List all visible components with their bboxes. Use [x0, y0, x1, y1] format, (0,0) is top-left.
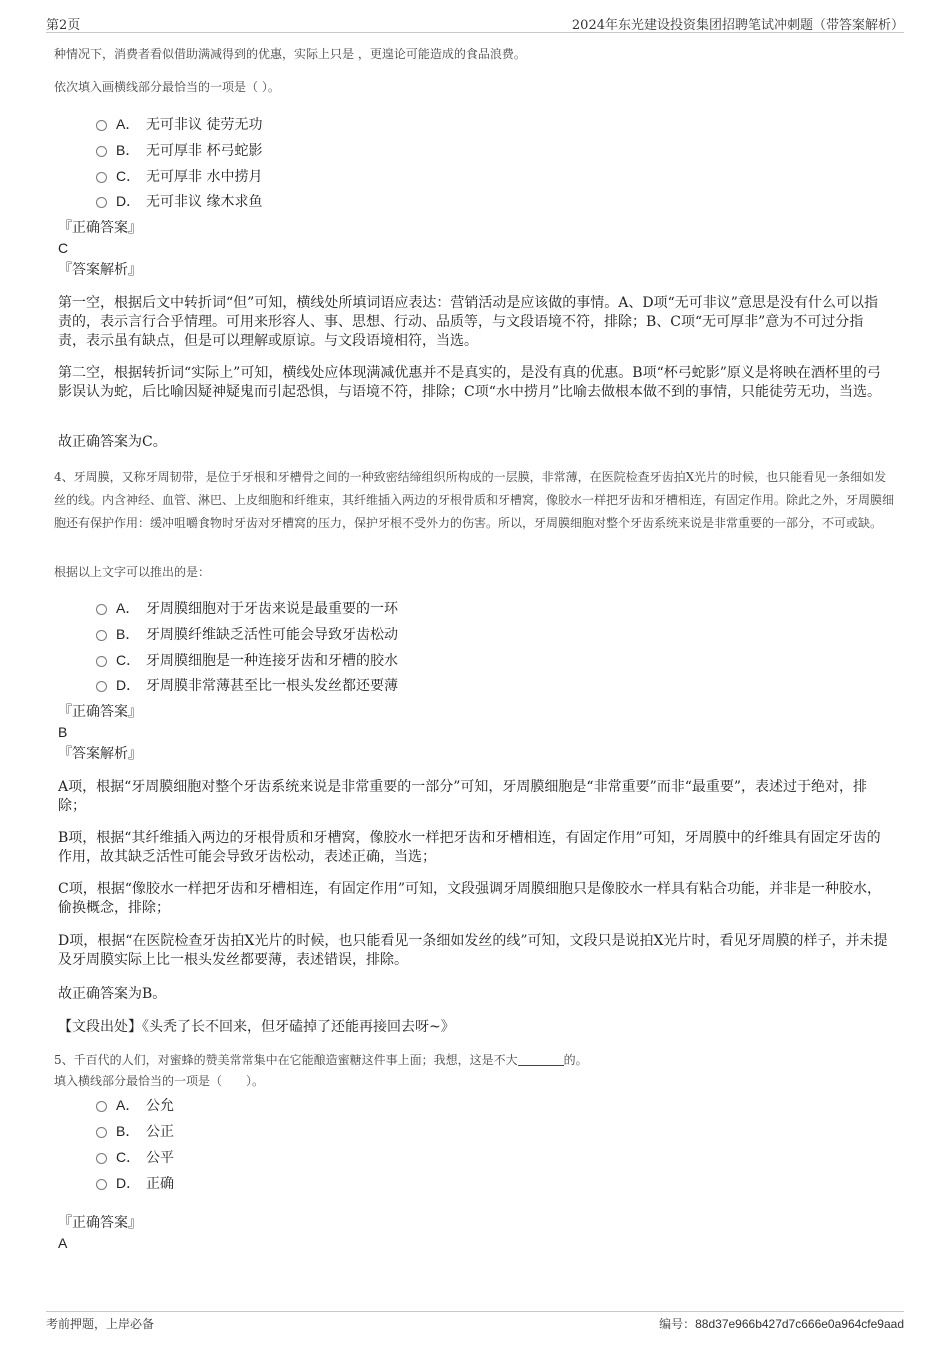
footer-slogan: 考前押题，上岸必备	[46, 1317, 155, 1331]
radio-icon[interactable]	[96, 630, 107, 641]
radio-icon[interactable]	[96, 604, 107, 615]
q3-option-d[interactable]: D． 无可非议 缘木求鱼	[96, 191, 262, 212]
q4-analysis-a: A项，根据“牙周膜细胞对整个牙齿系统来说是非常重要的一部分”可知，牙周膜细胞是“非常重要”而非“最重要”，表述过于绝对，排除；	[58, 779, 868, 814]
document-code: 编号：88d37e966b427d7c666e0a964cfe9aad	[659, 1317, 904, 1331]
document-title: 2024年东光建设投资集团招聘笔试冲刺题（带答案解析）	[571, 18, 904, 33]
q4-source: 【文段出处】《头秃了长不回来，但牙磕掉了还能再接回去呀~》	[58, 1019, 455, 1035]
q3-option-a[interactable]: A． 无可非议 徒劳无功	[96, 114, 262, 135]
q4-analysis-b: B项，根据“其纤维插入两边的牙根骨质和牙槽窝，像胶水一样把牙齿和牙槽相连，有固定作用”可知，牙周膜中的纤维具有固定牙齿的作用，故其缺乏活性可能会导致牙齿松动，表述正确，当选；	[58, 830, 881, 865]
q4-prompt: 根据以上文字可以推出的是：	[54, 565, 211, 579]
q5-prompt: 填入横线部分最恰当的一项是（ ）。	[54, 1074, 265, 1088]
q4-option-d[interactable]: D． 牙周膜非常薄甚至比一根头发丝都还要薄	[96, 675, 398, 696]
radio-icon[interactable]	[96, 146, 107, 157]
q3-option-b[interactable]: B． 无可厚非 杯弓蛇影	[96, 140, 262, 161]
q4-answer: B	[58, 724, 68, 740]
radio-icon[interactable]	[96, 172, 107, 183]
q3-analysis-2: 第二空，根据转折词“实际上”可知，横线处应体现满减优惠并不是真实的，是没有真的优惠。B项“杯弓蛇影”原义是将映在酒杯里的弓影误认为蛇，后比喻因疑神疑鬼而引起恐惧，与语境不符，排除；C项“水中捞月”比喻去做根本做不到的事情，只能徒劳无功，当选。	[58, 365, 882, 400]
q4-analysis-conclusion: 故正确答案为B。	[58, 986, 167, 1002]
q3-answer-label: 『正确答案』	[58, 220, 142, 236]
page-footer	[46, 1311, 904, 1331]
radio-icon[interactable]	[96, 1101, 107, 1112]
q3-analysis-3: 故正确答案为C。	[58, 434, 167, 450]
q4-option-c[interactable]: C． 牙周膜细胞是一种连接牙齿和牙槽的胶水	[96, 650, 398, 671]
q3-option-c[interactable]: C． 无可厚非 水中捞月	[96, 166, 262, 187]
q3-analysis-1: 第一空，根据后文中转折词“但”可知，横线处所填词语应表达：营销活动是应该做的事情。A、D项“无可非议”意思是没有什么可以指责的，表示言行合乎情理。可用来形容人、事、思想、行动、品质等，与文段语境不符，排除；B、C项“无可厚非”意为不可过分指责，表示虽有缺点，但是可以理解或原谅。与文段语境相符，当选。	[58, 295, 878, 349]
radio-icon[interactable]	[96, 197, 107, 208]
q5-answer: A	[58, 1235, 68, 1251]
page-number: 第2页	[46, 18, 81, 33]
q5-option-a[interactable]: A． 公允	[96, 1095, 174, 1116]
q4-option-b[interactable]: B． 牙周膜纤维缺乏活性可能会导致牙齿松动	[96, 624, 398, 645]
q3-answer: C	[58, 240, 69, 256]
q5-option-c[interactable]: C． 公平	[96, 1147, 174, 1168]
radio-icon[interactable]	[96, 120, 107, 131]
radio-icon[interactable]	[96, 1153, 107, 1164]
q3-stem-tail: 种情况下，消费者看似借助满减得到的优惠，实际上只是 ，更遑论可能造成的食品浪费。	[54, 47, 526, 61]
radio-icon[interactable]	[96, 656, 107, 667]
q5-option-d[interactable]: D． 正确	[96, 1173, 174, 1194]
q4-stem: 4、牙周膜，又称牙周韧带，是位于牙根和牙槽骨之间的一种致密结缔组织所构成的一层膜，非常薄，在医院检查牙齿拍X光片的时候，也只能看见一条细如发丝的线。内含神经、血管、淋巴、上皮细胞和纤维束，其纤维插入两边的牙根骨质和牙槽窝，像胶水一样把牙齿和牙槽相连，有固定作用。除此之外，牙周膜细胞还有保护作用：缓冲咀嚼食物时牙齿对牙槽窝的压力，保护牙根不受外力的伤害。所以，牙周膜细胞对整个牙齿系统来说是非常重要的一部分，不可或缺。	[54, 470, 895, 530]
q3-prompt: 依次填入画横线部分最恰当的一项是（ ）。	[54, 80, 280, 94]
answer-blank	[518, 1053, 564, 1066]
q5-stem: 5、千百代的人们，对蜜蜂的赞美常常集中在它能酿造蜜糖这件事上面；我想，这是不大 的。	[54, 1053, 588, 1067]
q4-analysis-d: D项，根据“在医院检查牙齿拍X光片的时候，也只能看见一条细如发丝的线”可知，文段只是说拍X光片时，看见牙周膜的样子，并未提及牙周膜实际上比一根头发丝都要薄，表述错误，排除。	[58, 933, 888, 968]
radio-icon[interactable]	[96, 1179, 107, 1190]
q4-answer-label: 『正确答案』	[58, 704, 142, 720]
page-header	[46, 10, 904, 33]
q4-analysis-label: 『答案解析』	[58, 746, 142, 762]
q3-analysis-label: 『答案解析』	[58, 262, 142, 278]
q4-analysis-c: C项，根据“像胶水一样把牙齿和牙槽相连，有固定作用”可知，文段强调牙周膜细胞只是像胶水一样具有粘合功能，并非是一种胶水，偷换概念，排除；	[58, 881, 882, 916]
radio-icon[interactable]	[96, 1127, 107, 1138]
radio-icon[interactable]	[96, 681, 107, 692]
q5-option-b[interactable]: B． 公正	[96, 1121, 174, 1142]
q5-answer-label: 『正确答案』	[58, 1215, 142, 1231]
q4-option-a[interactable]: A． 牙周膜细胞对于牙齿来说是最重要的一环	[96, 598, 398, 619]
